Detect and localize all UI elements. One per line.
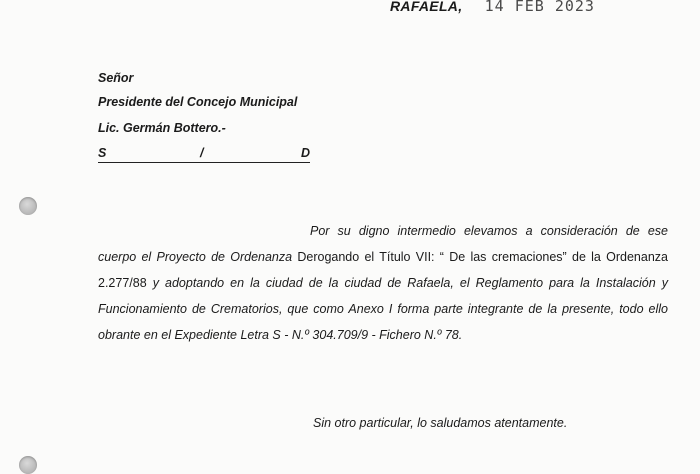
punch-hole-bottom — [19, 456, 37, 474]
date-stamp: 14 FEB 2023 — [484, 0, 595, 15]
sd-slash: / — [200, 146, 204, 160]
punch-hole-top — [19, 197, 37, 215]
recipient-sd-line — [98, 146, 310, 163]
closing-line: Sin otro particular, lo saludamos atentamente. — [313, 416, 568, 430]
body-part-2: Derogando el Título VII: “ De las cremaciones” de la Ordenanza 2.277/88 — [98, 250, 668, 290]
sd-d: D — [300, 146, 310, 160]
recipient-title: Presidente del Concejo Municipal — [98, 95, 298, 109]
date-line — [390, 0, 595, 15]
recipient-salutation: Señor — [98, 71, 134, 85]
body-part-3: y adoptando en la ciudad de la ciudad de Rafaela, el Reglamento para la Instalación y Funcionamiento de Crematorios, que como Anexo I forma parte integrante de la presente, todo ello obrante en el Expediente Letra S - N.º 304.709/9 - Fichero N.º 78. — [98, 276, 668, 342]
sd-s: S — [98, 146, 107, 160]
recipient-name: Lic. Germán Bottero.- — [98, 121, 226, 135]
body-paragraph — [98, 218, 668, 348]
city-name: RAFAELA, — [390, 0, 463, 14]
body-part-1: Por su digno intermedio elevamos a consideración de ese cuerpo el Proyecto de Ordenanza — [98, 224, 668, 264]
